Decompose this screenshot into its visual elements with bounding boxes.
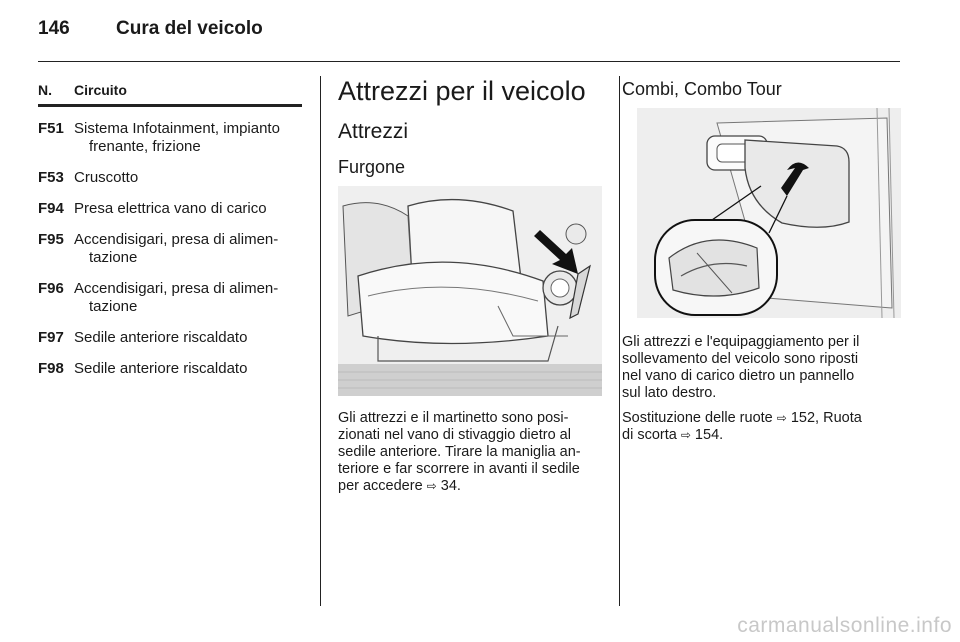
table-row [38, 360, 302, 378]
tools-combi-section [622, 76, 902, 100]
circuit-text-cont: tazione [89, 298, 138, 315]
watermark: carmanualsonline.info [737, 614, 952, 637]
page-ref-link[interactable]: 154. [690, 427, 724, 443]
tools-van-section [338, 76, 602, 178]
text-line: teriore e far scorrere in avanti il sedile [338, 461, 580, 477]
fuse-table-header [38, 76, 302, 107]
table-row [38, 200, 302, 218]
van-heading: Furgone [338, 157, 406, 177]
column-header-no: N. [38, 82, 52, 98]
combi-heading: Combi, Combo Tour [622, 79, 782, 99]
table-row [38, 329, 302, 347]
subsection-heading: Attrezzi [338, 120, 409, 143]
circuit-text: Cruscotto [74, 169, 139, 186]
fuse-number: F98 [38, 360, 64, 377]
fuse-number: F53 [38, 169, 64, 186]
circuit-text: Sedile anteriore riscaldato [74, 360, 248, 377]
text-line: sollevamento del veicolo sono riposti [622, 351, 859, 367]
page-header [38, 18, 263, 40]
fuse-number: F97 [38, 329, 64, 346]
column-divider-1 [320, 76, 321, 606]
text-line: zionati nel vano di stivaggio dietro al [338, 427, 571, 443]
table-row [38, 169, 302, 187]
combi-references [622, 410, 904, 444]
circuit-text: Sistema Infotainment, impianto [74, 120, 280, 137]
van-seat-illustration [338, 186, 602, 396]
section-heading: Attrezzi per il veicolo [338, 76, 586, 106]
combi-cargo-illustration [637, 108, 901, 318]
section-title: Cura del veicolo [116, 18, 263, 39]
table-row [38, 120, 302, 156]
page-ref-link[interactable]: 152, Ruota [786, 410, 862, 426]
fuse-number: F96 [38, 280, 64, 297]
text-line: sedile anteriore. Tirare la maniglia an- [338, 444, 581, 460]
fuse-number: F95 [38, 231, 64, 248]
circuit-text: Accendisigari, presa di alimen- [74, 280, 279, 297]
fuse-number: F51 [38, 120, 64, 137]
text-line: di scorta [622, 427, 681, 443]
circuit-text-cont: frenante, frizione [89, 138, 201, 155]
circuit-text-cont: tazione [89, 249, 138, 266]
text-line: sul lato destro. [622, 385, 717, 401]
text-line: nel vano di carico dietro un pannello [622, 368, 855, 384]
page-ref-arrow-icon: ⇨ [680, 428, 691, 442]
combi-instructions [622, 334, 904, 402]
circuit-text: Sedile anteriore riscaldato [74, 329, 248, 346]
circuit-text: Accendisigari, presa di alimen- [74, 231, 279, 248]
page-ref-arrow-icon: ⇨ [426, 479, 437, 493]
column-divider-2 [619, 76, 620, 606]
text-line: Gli attrezzi e l'equipaggiamento per il [622, 334, 860, 350]
page-ref-arrow-icon: ⇨ [776, 411, 787, 425]
fuse-table [38, 76, 302, 378]
column-header-circuit: Circuito [74, 82, 127, 98]
fuse-number: F94 [38, 200, 64, 217]
text-line: Sostituzione delle ruote [622, 410, 777, 426]
van-instructions [338, 410, 606, 495]
page-number: 146 [38, 18, 70, 39]
page-ref-link[interactable]: 34. [436, 478, 461, 494]
circuit-text: Presa elettrica vano di carico [74, 200, 267, 217]
text-line: per accedere [338, 478, 427, 494]
table-row [38, 231, 302, 267]
table-row [38, 280, 302, 316]
text-line: Gli attrezzi e il martinetto sono posi- [338, 410, 569, 426]
header-rule [38, 61, 900, 62]
